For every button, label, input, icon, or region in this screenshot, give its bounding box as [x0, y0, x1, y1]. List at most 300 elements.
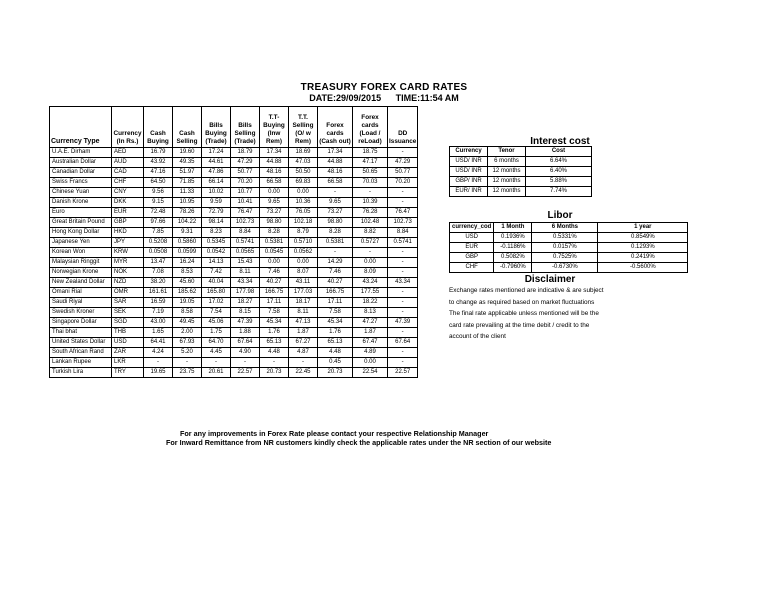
- rate-cell: 17.34: [318, 148, 353, 158]
- rate-cell: 98.14: [202, 218, 231, 228]
- currency-name-cell: Omani Rial: [50, 288, 112, 298]
- column-header: Cash Buying: [144, 107, 173, 148]
- rate-cell: 8.15: [231, 308, 260, 318]
- rate-cell: -: [388, 268, 418, 278]
- date-label: DATE:29/09/2015: [309, 93, 382, 103]
- rate-cell: 9.15: [144, 198, 173, 208]
- rate-cell: 17.24: [202, 148, 231, 158]
- column-header: T.T. Selling (O/ w Rem): [289, 107, 318, 148]
- table-cell: 0.1936%: [494, 233, 532, 243]
- rate-cell: 18.27: [231, 298, 260, 308]
- rate-cell: 49.45: [173, 318, 202, 328]
- rate-cell: 177.55: [353, 288, 388, 298]
- rate-cell: 49.35: [173, 158, 202, 168]
- column-header: T.T-Buying (Inw Rem): [260, 107, 289, 148]
- table-row: [50, 218, 418, 228]
- rate-cell: 0.5710: [289, 238, 318, 248]
- side-header-row: [450, 147, 592, 157]
- rate-cell: 0.0508: [144, 248, 173, 258]
- currency-name-cell: Danish Krone: [50, 198, 112, 208]
- rate-cell: 72.79: [202, 208, 231, 218]
- rate-cell: 47.03: [289, 158, 318, 168]
- currency-name-cell: Japanese Yen: [50, 238, 112, 248]
- rate-cell: 17.34: [260, 148, 289, 158]
- rate-cell: 16.59: [144, 298, 173, 308]
- currency-name-cell: Turkish Lira: [50, 368, 112, 378]
- column-header: Bills Buying (Trade): [202, 107, 231, 148]
- rate-cell: 67.93: [173, 338, 202, 348]
- page-title: TREASURY FOREX CARD RATES: [300, 82, 468, 93]
- rate-cell: 0.00: [260, 188, 289, 198]
- disclaimer-line: to change as required based on market fluctuations: [449, 298, 595, 306]
- disclaimer-line: account of the client: [449, 333, 506, 340]
- rate-cell: -: [388, 248, 418, 258]
- rate-cell: 19.05: [173, 298, 202, 308]
- disclaimer-line: card rate prevailing at the time debit / credit to the: [449, 321, 590, 329]
- rate-cell: 0.5860: [173, 238, 202, 248]
- table-cell: -0.1186%: [494, 243, 532, 253]
- rate-cell: 8.84: [231, 228, 260, 238]
- rate-cell: 0.5741: [231, 238, 260, 248]
- rate-cell: 0.0542: [202, 248, 231, 258]
- rate-cell: 185.62: [173, 288, 202, 298]
- rate-cell: 47.16: [144, 168, 173, 178]
- footnote-improvements: For any improvements in Forex Rate please contact your respective Relationship Manager: [180, 429, 489, 438]
- rate-cell: 45.34: [260, 318, 289, 328]
- rate-cell: 65.13: [260, 338, 289, 348]
- rate-cell: 7.54: [202, 308, 231, 318]
- currency-name-cell: Korean Won: [50, 248, 112, 258]
- rate-cell: 45.60: [173, 278, 202, 288]
- rate-cell: 50.50: [289, 168, 318, 178]
- rate-cell: -: [318, 248, 353, 258]
- currency-name-cell: U.A.E. Dirham: [50, 148, 112, 158]
- rate-cell: 17.11: [260, 298, 289, 308]
- table-row: [50, 298, 418, 308]
- rate-cell: -: [289, 358, 318, 368]
- currency-code-cell: THB: [112, 328, 144, 338]
- rate-cell: 19.60: [173, 148, 202, 158]
- table-cell: 6.40%: [526, 167, 592, 177]
- rate-cell: 4.89: [353, 348, 388, 358]
- rate-cell: 177.03: [289, 288, 318, 298]
- table-row: [450, 157, 592, 167]
- rate-cell: 0.5345: [202, 238, 231, 248]
- rate-cell: 40.04: [202, 278, 231, 288]
- forex-rates-table: [49, 106, 418, 378]
- table-row: [50, 198, 418, 208]
- rate-cell: 8.11: [231, 268, 260, 278]
- column-header: 1 Month: [494, 223, 532, 233]
- rate-cell: -: [144, 358, 173, 368]
- currency-code-cell: NOK: [112, 268, 144, 278]
- currency-name-cell: South African Rand: [50, 348, 112, 358]
- rate-cell: 23.75: [173, 368, 202, 378]
- currency-code-cell: HKD: [112, 228, 144, 238]
- rate-cell: -: [260, 358, 289, 368]
- currency-name-cell: Malaysian Ringgit: [50, 258, 112, 268]
- table-cell: -0.7960%: [494, 263, 532, 273]
- rate-cell: 7.58: [318, 308, 353, 318]
- currency-name-cell: Lankan Rupee: [50, 358, 112, 368]
- disclaimer-title: Disclaimer: [524, 274, 576, 285]
- currency-code-cell: GBP: [112, 218, 144, 228]
- rate-cell: 10.02: [202, 188, 231, 198]
- table-cell: USD: [450, 233, 494, 243]
- currency-name-cell: Singapore Dollar: [50, 318, 112, 328]
- table-row: [450, 187, 592, 197]
- rate-cell: 22.57: [231, 368, 260, 378]
- rate-cell: 38.20: [144, 278, 173, 288]
- rate-cell: 76.05: [289, 208, 318, 218]
- table-row: [450, 243, 688, 253]
- rate-cell: 64.41: [144, 338, 173, 348]
- table-cell: USD/ INR: [450, 157, 488, 167]
- rate-cell: 8.23: [202, 228, 231, 238]
- table-cell: 0.2419%: [598, 253, 688, 263]
- rate-cell: 7.85: [144, 228, 173, 238]
- rate-cell: 43.34: [231, 278, 260, 288]
- table-row: [450, 167, 592, 177]
- currency-code-cell: OMR: [112, 288, 144, 298]
- rate-cell: 0.00: [353, 358, 388, 368]
- rate-cell: 64.70: [202, 338, 231, 348]
- rate-cell: 66.14: [202, 178, 231, 188]
- column-header: Cost: [526, 147, 592, 157]
- footnote-inward-remittance: For Inward Remittance from NR customers kindly check the applicable rates under the NR section of our website: [166, 438, 552, 447]
- rate-cell: 10.77: [231, 188, 260, 198]
- rate-cell: 15.43: [231, 258, 260, 268]
- rate-cell: -: [388, 258, 418, 268]
- rate-cell: 1.76: [318, 328, 353, 338]
- rate-cell: -: [388, 288, 418, 298]
- rate-cell: 43.34: [388, 278, 418, 288]
- rate-cell: 16.79: [144, 148, 173, 158]
- currency-name-cell: Canadian Dollar: [50, 168, 112, 178]
- table-cell: 12 months: [488, 167, 526, 177]
- interest-cost-title: Interest cost: [530, 136, 590, 147]
- rate-cell: 8.53: [173, 268, 202, 278]
- rate-cell: 47.27: [353, 318, 388, 328]
- rate-cell: 17.02: [202, 298, 231, 308]
- table-cell: 7.74%: [526, 187, 592, 197]
- currency-code-cell: USD: [112, 338, 144, 348]
- column-header: Currency Type: [50, 107, 112, 148]
- rate-cell: 7.42: [202, 268, 231, 278]
- rate-cell: -: [202, 358, 231, 368]
- rate-cell: 0.00: [260, 258, 289, 268]
- rate-cell: 177.98: [231, 288, 260, 298]
- rate-cell: 47.39: [231, 318, 260, 328]
- table-cell: GBP: [450, 253, 494, 263]
- rate-cell: 11.33: [173, 188, 202, 198]
- rate-cell: 4.24: [144, 348, 173, 358]
- rate-cell: 43.24: [353, 278, 388, 288]
- rate-cell: 22.45: [289, 368, 318, 378]
- rate-cell: 44.88: [260, 158, 289, 168]
- rate-cell: 10.39: [353, 198, 388, 208]
- rate-cell: 0.5381: [260, 238, 289, 248]
- rate-cell: 67.27: [289, 338, 318, 348]
- rate-cell: 67.64: [388, 338, 418, 348]
- rate-cell: 51.97: [173, 168, 202, 178]
- rate-cell: -: [318, 188, 353, 198]
- rate-cell: 76.47: [231, 208, 260, 218]
- table-row: [50, 348, 418, 358]
- rate-cell: 8.28: [260, 228, 289, 238]
- rate-cell: 0.5741: [388, 238, 418, 248]
- rate-cell: 1.65: [144, 328, 173, 338]
- rate-cell: 40.27: [318, 278, 353, 288]
- table-row: [450, 233, 688, 243]
- rate-cell: 1.88: [231, 328, 260, 338]
- forex-rates-body: [50, 148, 418, 378]
- column-header: Forex cards (Load / reLoad): [353, 107, 388, 148]
- table-cell: USD/ INR: [450, 167, 488, 177]
- disclaimer-line: Exchange rates mentioned are indicative & are subject: [449, 287, 604, 294]
- currency-code-cell: SGD: [112, 318, 144, 328]
- rate-cell: 161.61: [144, 288, 173, 298]
- rate-cell: 9.31: [173, 228, 202, 238]
- table-cell: 0.8549%: [598, 233, 688, 243]
- rate-cell: 18.17: [289, 298, 318, 308]
- column-header: Bills Selling (Trade): [231, 107, 260, 148]
- currency-name-cell: United States Dollar: [50, 338, 112, 348]
- rate-cell: 45.34: [318, 318, 353, 328]
- rate-cell: 67.47: [353, 338, 388, 348]
- table-cell: EUR/ INR: [450, 187, 488, 197]
- table-row: [50, 228, 418, 238]
- rate-cell: 47.86: [202, 168, 231, 178]
- table-cell: -0.6730%: [532, 263, 598, 273]
- rate-cell: 4.48: [318, 348, 353, 358]
- rate-cell: -: [388, 308, 418, 318]
- rate-cell: 104.22: [173, 218, 202, 228]
- table-cell: EUR: [450, 243, 494, 253]
- rate-cell: 40.27: [260, 278, 289, 288]
- rate-cell: 76.28: [353, 208, 388, 218]
- table-row: [50, 158, 418, 168]
- rate-cell: 9.59: [202, 198, 231, 208]
- currency-name-cell: Australian Dollar: [50, 158, 112, 168]
- currency-code-cell: CHF: [112, 178, 144, 188]
- rate-cell: 19.65: [144, 368, 173, 378]
- currency-name-cell: Chinese Yuan: [50, 188, 112, 198]
- rate-cell: 14.29: [318, 258, 353, 268]
- rate-cell: 70.20: [388, 178, 418, 188]
- rate-cell: 7.46: [260, 268, 289, 278]
- rate-cell: 18.79: [231, 148, 260, 158]
- rate-cell: 166.75: [318, 288, 353, 298]
- currency-code-cell: SEK: [112, 308, 144, 318]
- table-cell: 0.7525%: [532, 253, 598, 263]
- rate-cell: 0.00: [289, 258, 318, 268]
- rate-cell: 73.27: [260, 208, 289, 218]
- rate-cell: 102.73: [231, 218, 260, 228]
- column-header: Tenor: [488, 147, 526, 157]
- currency-code-cell: AED: [112, 148, 144, 158]
- rate-cell: 47.39: [388, 318, 418, 328]
- table-cell: 5.88%: [526, 177, 592, 187]
- rate-cell: -: [388, 298, 418, 308]
- table-row: [50, 368, 418, 378]
- rate-cell: 20.73: [318, 368, 353, 378]
- rate-cell: 8.58: [173, 308, 202, 318]
- table-row: [450, 263, 688, 273]
- rate-cell: 50.77: [388, 168, 418, 178]
- currency-code-cell: AUD: [112, 158, 144, 168]
- column-header: Currency (In Rs.): [112, 107, 144, 148]
- currency-code-cell: JPY: [112, 238, 144, 248]
- rate-cell: 67.64: [231, 338, 260, 348]
- table-cell: 6.64%: [526, 157, 592, 167]
- table-row: [50, 268, 418, 278]
- table-row: [50, 328, 418, 338]
- table-row: [450, 177, 592, 187]
- rate-cell: 0.5381: [318, 238, 353, 248]
- currency-name-cell: Great Britain Pound: [50, 218, 112, 228]
- side-header-row: [450, 223, 688, 233]
- rate-cell: 97.66: [144, 218, 173, 228]
- table-row: [50, 238, 418, 248]
- table-cell: 6 months: [488, 157, 526, 167]
- table-row: [50, 308, 418, 318]
- column-header: DD Issuance: [388, 107, 418, 148]
- rate-cell: 78.26: [173, 208, 202, 218]
- rate-cell: 102.48: [353, 218, 388, 228]
- rate-cell: 7.08: [144, 268, 173, 278]
- rate-cell: 20.61: [202, 368, 231, 378]
- rate-cell: -: [388, 198, 418, 208]
- rate-cell: 8.28: [318, 228, 353, 238]
- table-cell: 0.5331%: [532, 233, 598, 243]
- currency-code-cell: LKR: [112, 358, 144, 368]
- currency-name-cell: Euro: [50, 208, 112, 218]
- rate-cell: 102.18: [289, 218, 318, 228]
- rate-cell: 1.87: [289, 328, 318, 338]
- rate-cell: 43.11: [289, 278, 318, 288]
- rate-cell: 50.77: [231, 168, 260, 178]
- rate-cell: 13.47: [144, 258, 173, 268]
- rate-cell: 0.5727: [353, 238, 388, 248]
- table-cell: 0.1293%: [598, 243, 688, 253]
- rate-cell: 69.83: [289, 178, 318, 188]
- currency-code-cell: SAR: [112, 298, 144, 308]
- rate-cell: 9.56: [144, 188, 173, 198]
- rate-cell: 4.45: [202, 348, 231, 358]
- rate-cell: 20.73: [260, 368, 289, 378]
- rate-cell: 0.0599: [173, 248, 202, 258]
- table-row: [450, 253, 688, 263]
- table-row: [50, 318, 418, 328]
- rate-cell: 47.17: [353, 158, 388, 168]
- currency-name-cell: Saudi Riyal: [50, 298, 112, 308]
- table-row: [50, 208, 418, 218]
- table-cell: 0.5082%: [494, 253, 532, 263]
- currency-code-cell: MYR: [112, 258, 144, 268]
- rate-cell: 165.80: [202, 288, 231, 298]
- rate-cell: 22.57: [388, 368, 418, 378]
- currency-code-cell: EUR: [112, 208, 144, 218]
- currency-name-cell: Swedish Kroner: [50, 308, 112, 318]
- currency-code-cell: CNY: [112, 188, 144, 198]
- table-row: [50, 278, 418, 288]
- table-cell: -0.5600%: [598, 263, 688, 273]
- rate-cell: 71.85: [173, 178, 202, 188]
- rate-cell: 1.76: [260, 328, 289, 338]
- column-header: Forex cards (Cash out): [318, 107, 353, 148]
- rate-cell: 166.75: [260, 288, 289, 298]
- rate-cell: 65.13: [318, 338, 353, 348]
- rate-cell: 0.5208: [144, 238, 173, 248]
- table-cell: CHF: [450, 263, 494, 273]
- rate-cell: 18.75: [353, 148, 388, 158]
- rate-cell: 70.03: [353, 178, 388, 188]
- rate-cell: 2.00: [173, 328, 202, 338]
- table-row: [50, 168, 418, 178]
- currency-code-cell: ZAR: [112, 348, 144, 358]
- rate-cell: 17.11: [318, 298, 353, 308]
- rate-cell: -: [388, 148, 418, 158]
- column-header: 1 year: [598, 223, 688, 233]
- rate-cell: 9.65: [318, 198, 353, 208]
- rate-cell: 50.65: [353, 168, 388, 178]
- rate-cell: 48.16: [318, 168, 353, 178]
- rate-cell: 8.84: [388, 228, 418, 238]
- currency-code-cell: NZD: [112, 278, 144, 288]
- interest-cost-table: [449, 146, 592, 197]
- libor-table: [449, 222, 688, 273]
- rate-cell: 8.79: [289, 228, 318, 238]
- column-header: Cash Selling: [173, 107, 202, 148]
- rate-cell: 22.54: [353, 368, 388, 378]
- rate-cell: 8.13: [353, 308, 388, 318]
- table-cell: GBP/ INR: [450, 177, 488, 187]
- rate-cell: 0.0545: [260, 248, 289, 258]
- date-time-line: [0, 93, 768, 103]
- rate-cell: 66.58: [260, 178, 289, 188]
- rate-cell: -: [388, 328, 418, 338]
- disclaimer-line: The final rate applicable unless mentioned will be the: [449, 310, 599, 317]
- rate-cell: 64.50: [144, 178, 173, 188]
- rate-cell: 66.58: [318, 178, 353, 188]
- rate-cell: 47.13: [289, 318, 318, 328]
- rate-cell: 8.09: [353, 268, 388, 278]
- rate-cell: 16.24: [173, 258, 202, 268]
- rate-cell: 102.73: [388, 218, 418, 228]
- rate-cell: 48.16: [260, 168, 289, 178]
- rate-cell: -: [388, 348, 418, 358]
- rate-cell: 45.06: [202, 318, 231, 328]
- rate-cell: 9.65: [260, 198, 289, 208]
- rate-cell: 72.48: [144, 208, 173, 218]
- rate-cell: 1.87: [353, 328, 388, 338]
- rate-cell: 10.95: [173, 198, 202, 208]
- rate-cell: -: [353, 188, 388, 198]
- currency-code-cell: TRY: [112, 368, 144, 378]
- rate-cell: 4.48: [260, 348, 289, 358]
- table-row: [50, 188, 418, 198]
- column-header: currency_cod: [450, 223, 494, 233]
- libor-title: Libor: [547, 210, 573, 221]
- rate-cell: 0.0565: [231, 248, 260, 258]
- currency-name-cell: Hong Kong Dollar: [50, 228, 112, 238]
- table-row: [50, 248, 418, 258]
- rate-cell: 98.80: [260, 218, 289, 228]
- table-cell: 12 months: [488, 177, 526, 187]
- rate-cell: 0.0562: [289, 248, 318, 258]
- rate-cell: 43.92: [144, 158, 173, 168]
